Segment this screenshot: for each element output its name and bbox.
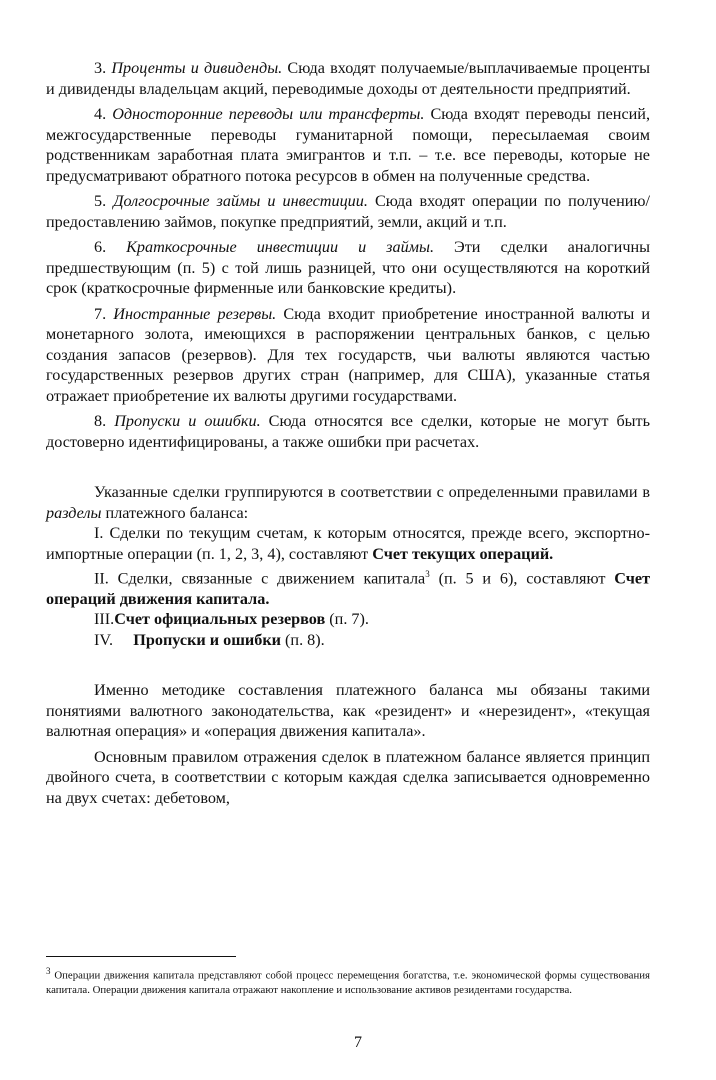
footnote-mark: 3 [46, 966, 51, 976]
item-7-title: Иностранные резервы. [113, 304, 277, 323]
section-3: III.Счет официальных резервов (п. 7). [94, 610, 369, 629]
footnote-text: Операции движения капитала представляют собой процесс перемещения богатства, т.е. экономической формы существования капитала. Операции движения капитала отражают накопление и использование активов резидентами государства. [46, 969, 650, 997]
section-3-title: Счет официальных резервов [114, 610, 326, 629]
closing-paragraph-1: Именно методике составления платежного баланса мы обязаны такими понятиями валютного законодательства, как «резидент» и «нерезидент», «текущая валютная операция» и «операция движения капитала». [46, 681, 650, 741]
footnote-divider [46, 956, 236, 957]
item-6: 6. Краткосрочные инвестиции и займы. Эти сделки аналогичны предшествующим (п. 5) с той лишь разницей, что они осуществляются на короткий срок (краткосрочные фирменные или банковские кредиты). [46, 238, 651, 297]
item-3-title: Проценты и дивиденды. [111, 59, 283, 77]
item-4-title: Односторонние переводы или трансферты. [112, 105, 425, 123]
closing-paragraph-2: Основным правилом отражения сделок в платежном балансе является принцип двойного счета, в соответствии с которым каждая сделка записывается одновременно на двух счетах: дебетовом, [46, 747, 650, 807]
item-7: 7. Иностранные резервы. Сюда входит приобретение иностранной валюты и монетарного золота, имеющихся в распоряжении центральных банков, с целью создания запасов (резервов). Для тех государств, чьи валюты являются частью государственных резервов других стран (например, для США), указанные статья отражает приобретение их валюты другими государствами. [46, 304, 651, 405]
footnote [46, 964, 650, 998]
item-8: 8. Пропуски и ошибки. Сюда относятся все сделки, которые не могут быть достоверно идентифицированы, а также ошибки при расчетах. [46, 412, 651, 451]
footnote-ref: 3 [425, 569, 430, 579]
section-2-title: Счет операций движения капитала. [46, 569, 651, 608]
section-1: I. Сделки по текущим счетам, к которым относятся, прежде всего, экспортно-импортные операции (п. 1, 2, 3, 4), составляют Счет текущих операций. [46, 524, 650, 563]
section-1-title: Счет текущих операций. [372, 544, 554, 563]
grouping-intro: Указанные сделки группируются в соответствии с определенными правилами в разделы платежного баланса: [46, 483, 650, 522]
item-5-title: Долгосрочные займы и инвестиции. [113, 192, 368, 210]
page-number: 7 [354, 1034, 362, 1051]
section-2: II. Сделки, связанные с движением капитала$^3$ (п. 5 и 6), составляют Счет операций движения капитала. [46, 569, 651, 608]
item-6-title: Краткосрочные инвестиции и займы. [126, 238, 435, 256]
item-3: 3. Проценты и дивиденды. Сюда входят получаемые/выплачиваемые проценты и дивиденды владельцам акций, переводимые доходы от деятельности предприятий. [46, 59, 650, 98]
item-8-title: Пропуски и ошибки. [114, 412, 261, 430]
item-5: 5. Долгосрочные займы и инвестиции. Сюда входят операции по получению/предоставлению займов, покупке предприятий, земли, акций и т.п. [46, 192, 651, 231]
section-4: IV. Пропуски и ошибки (п. 8). [94, 630, 325, 649]
item-4: 4. Односторонние переводы или трансферты. Сюда входят переводы пенсий, межгосударственные переводы гуманитарной помощи, пересылаемая своим родственникам заработная плата эмигрантов и т.п. – т.е. все переводы, которые не предусматривают обратного потока ресурсов в обмен на полученные средства. [46, 105, 651, 185]
section-4-title: Пропуски и ошибки [133, 630, 281, 649]
page-body [46, 58, 650, 808]
